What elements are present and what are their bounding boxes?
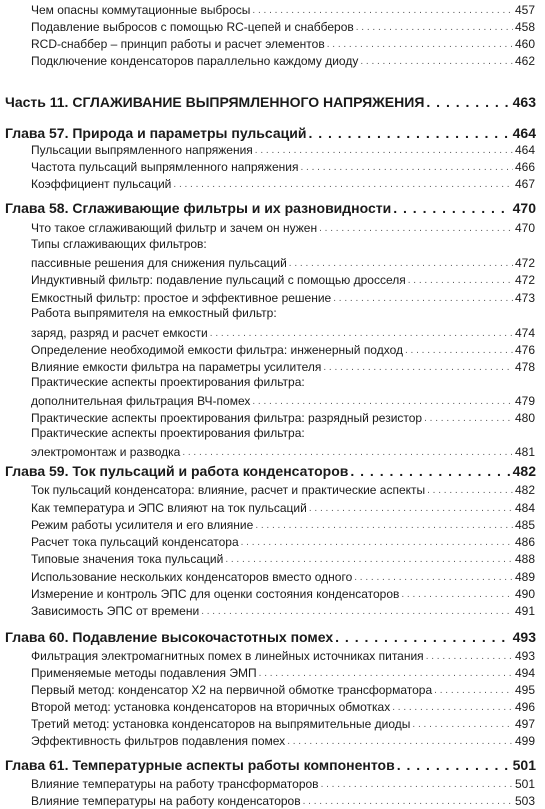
dot-leader: [393, 201, 510, 218]
page-number: 466: [514, 160, 535, 174]
entry-title: Ток пульсаций конденсатора: влияние, расчет и практические аспекты: [31, 483, 426, 497]
toc-section-entry: [31, 680, 535, 698]
toc-chapter-entry: [5, 755, 536, 775]
entry-title: RCD-снаббер – принцип работы и расчет элементов: [31, 37, 325, 51]
entry-title: Расчет тока пульсаций конденсатора: [31, 535, 239, 549]
page-number: 482: [514, 483, 535, 497]
toc-section-entry: [31, 357, 535, 375]
toc-chapter-entry: [5, 198, 536, 218]
page-number: 485: [514, 518, 535, 532]
entry-title: Типовые значения тока пульсаций: [31, 552, 224, 566]
toc-subheading-line: Типы сглаживающих фильтров:: [31, 237, 207, 251]
page-number: 501: [512, 757, 536, 773]
entry-title: Глава 57. Природа и параметры пульсаций: [5, 125, 307, 141]
toc-section-entry: [31, 697, 535, 715]
page-number: 486: [514, 535, 535, 549]
page-number: 460: [514, 37, 535, 51]
entry-title: Пульсации выпрямленного напряжения: [31, 143, 253, 157]
page-number: 476: [514, 343, 535, 357]
toc-section-entry: [31, 532, 535, 550]
page-number: 497: [514, 717, 535, 731]
page-number: 495: [514, 683, 535, 697]
entry-title: Влияние температуры на работу трансформаторов: [31, 777, 319, 791]
dot-leader: [397, 758, 511, 775]
entry-title: Подключение конденсаторов параллельно каждому диоду: [31, 54, 359, 68]
entry-title: заряд, разряд и расчет емкости: [31, 326, 208, 340]
dot-leader: [182, 448, 513, 460]
page-number: 457: [514, 3, 535, 17]
page-number: 482: [512, 463, 536, 479]
dot-leader: [319, 224, 513, 236]
page-number: 496: [514, 700, 535, 714]
toc-section-entry: [31, 549, 535, 567]
toc-chapter-entry: [5, 627, 536, 647]
page-number: 472: [514, 256, 535, 270]
entry-title: Второй метод: установка конденсаторов на вторичных обмотках: [31, 700, 391, 714]
toc-section-entry: [31, 714, 535, 732]
page-number: 472: [514, 273, 535, 287]
toc-section-entry: [31, 731, 535, 749]
entry-title: Индуктивный фильтр: подавление пульсаций с помощью дросселя: [31, 273, 406, 287]
toc-section-entry: [31, 567, 535, 585]
page-number: 493: [514, 649, 535, 663]
toc-section-entry: [31, 140, 535, 158]
dot-leader: [427, 486, 513, 498]
toc-section-entry: [31, 157, 535, 175]
page-number: 489: [514, 570, 535, 584]
toc-section-entry: [31, 663, 535, 681]
page-number: 493: [512, 629, 536, 645]
toc-subheading-line: Практические аспекты проектирования фильтра:: [31, 426, 305, 440]
toc-section-entry: [31, 584, 535, 602]
dot-leader: [323, 363, 513, 375]
entry-title: Глава 59. Ток пульсаций и работа конденсаторов: [5, 463, 349, 479]
entry-title: Глава 61. Температурные аспекты работы компонентов: [5, 757, 395, 773]
toc-section-entry: [31, 218, 535, 236]
entry-title: Применяемые методы подавления ЭМП: [31, 666, 257, 680]
entry-title: Часть 11. СГЛАЖИВАНИЕ ВЫПРЯМЛЕННОГО НАПРЯЖЕНИЯ: [5, 94, 425, 110]
entry-title: Измерение и контроль ЭПС для оценки состояния конденсаторов: [31, 587, 400, 601]
page-number: 474: [514, 326, 535, 340]
page-number: 499: [514, 734, 535, 748]
entry-title: пассивные решения для снижения пульсаций: [31, 256, 287, 270]
page-number: 463: [512, 94, 536, 110]
toc-section-entry: [31, 442, 535, 460]
entry-title: Фильтрация электромагнитных помех в линейных источниках питания: [31, 649, 424, 663]
entry-title: Режим работы усилителя и его влияние: [31, 518, 254, 532]
toc-section-entry: [31, 323, 535, 341]
toc-section-entry: [31, 17, 535, 35]
entry-title: Влияние температуры на работу конденсаторов: [31, 794, 301, 808]
toc-section-entry: [31, 408, 535, 426]
toc-section-entry: [31, 51, 535, 69]
toc-section-entry: [31, 601, 535, 619]
page-number: 479: [514, 394, 535, 408]
page-number: 467: [514, 177, 535, 191]
entry-title: Третий метод: установка конденсаторов на выпрямительные диоды: [31, 717, 411, 731]
entry-title: Глава 58. Сглаживающие фильтры и их разновидности: [5, 200, 392, 216]
entry-title: дополнительная фильтрация ВЧ-помех: [31, 394, 251, 408]
page-number: 481: [514, 445, 535, 459]
page-number: 503: [514, 794, 535, 808]
page-number: 470: [512, 200, 536, 216]
toc-chapter-entry: [5, 92, 536, 112]
entry-title: Эффективность фильтров подавления помех: [31, 734, 286, 748]
toc-section-entry: [31, 270, 535, 288]
page-number: 462: [514, 54, 535, 68]
dot-leader: [287, 737, 513, 749]
entry-title: Коэффициент пульсаций: [31, 177, 172, 191]
toc-subheading-line: Практические аспекты проектирования фильтра:: [31, 375, 305, 389]
page-number: 488: [514, 552, 535, 566]
page-number: 490: [514, 587, 535, 601]
entry-title: Частота пульсаций выпрямленного напряжения: [31, 160, 299, 174]
page-number: 470: [514, 221, 535, 235]
dot-leader: [335, 630, 511, 647]
toc-section-entry: [31, 391, 535, 409]
page-number: 494: [514, 666, 535, 680]
dot-leader: [225, 555, 513, 567]
dot-leader: [201, 607, 513, 619]
entry-title: Первый метод: конденсатор X2 на первичной обмотке трансформатора: [31, 683, 433, 697]
toc-subheading-line: Работа выпрямителя на емкостный фильтр:: [31, 306, 277, 320]
page-number: 478: [514, 360, 535, 374]
entry-title: Подавление выбросов с помощью RC-цепей и снабберов: [31, 20, 354, 34]
dot-leader: [303, 797, 513, 809]
toc-section-entry: [31, 774, 535, 792]
dot-leader: [408, 276, 513, 288]
entry-title: Практические аспекты проектирования фильтра: разрядный резистор: [31, 411, 423, 425]
page-number: 464: [512, 125, 536, 141]
entry-title: Глава 60. Подавление высокочастотных помех: [5, 629, 334, 645]
entry-title: Зависимость ЭПС от времени: [31, 604, 200, 618]
toc-section-entry: [31, 515, 535, 533]
toc-section-entry: [31, 480, 535, 498]
dot-leader: [333, 294, 513, 306]
page-number: 480: [514, 411, 535, 425]
toc-section-entry: [31, 498, 535, 516]
dot-leader: [426, 95, 510, 112]
dot-leader: [350, 464, 510, 481]
page-number: 464: [514, 143, 535, 157]
toc-section-entry: [31, 0, 535, 18]
entry-title: Как температура и ЭПС влияют на ток пульсаций: [31, 501, 307, 515]
entry-title: Емкостный фильтр: простое и эффективное решение: [31, 291, 332, 305]
toc-section-entry: [31, 646, 535, 664]
toc-section-entry: [31, 288, 535, 306]
page-number: 484: [514, 501, 535, 515]
entry-title: Влияние емкости фильтра на параметры усилителя: [31, 360, 322, 374]
dot-leader: [173, 180, 513, 192]
page-number: 501: [514, 777, 535, 791]
entry-title: Что такое сглаживающий фильтр и зачем он нужен: [31, 221, 318, 235]
entry-title: Использование нескольких конденсаторов вместо одного: [31, 570, 353, 584]
page-number: 458: [514, 20, 535, 34]
entry-title: Определение необходимой емкости фильтра: инженерный подход: [31, 343, 403, 357]
entry-title: электромонтаж и разводка: [31, 445, 181, 459]
toc-section-entry: [31, 791, 535, 809]
toc-section-entry: [31, 174, 535, 192]
page-number: 473: [514, 291, 535, 305]
entry-title: Чем опасны коммутационные выбросы: [31, 3, 251, 17]
page-number: 491: [514, 604, 535, 618]
toc-chapter-entry: [5, 461, 536, 481]
dot-leader: [360, 57, 513, 69]
toc-section-entry: [31, 34, 535, 52]
toc-section-entry: [31, 340, 535, 358]
toc-section-entry: [31, 253, 535, 271]
dot-leader: [424, 414, 513, 426]
